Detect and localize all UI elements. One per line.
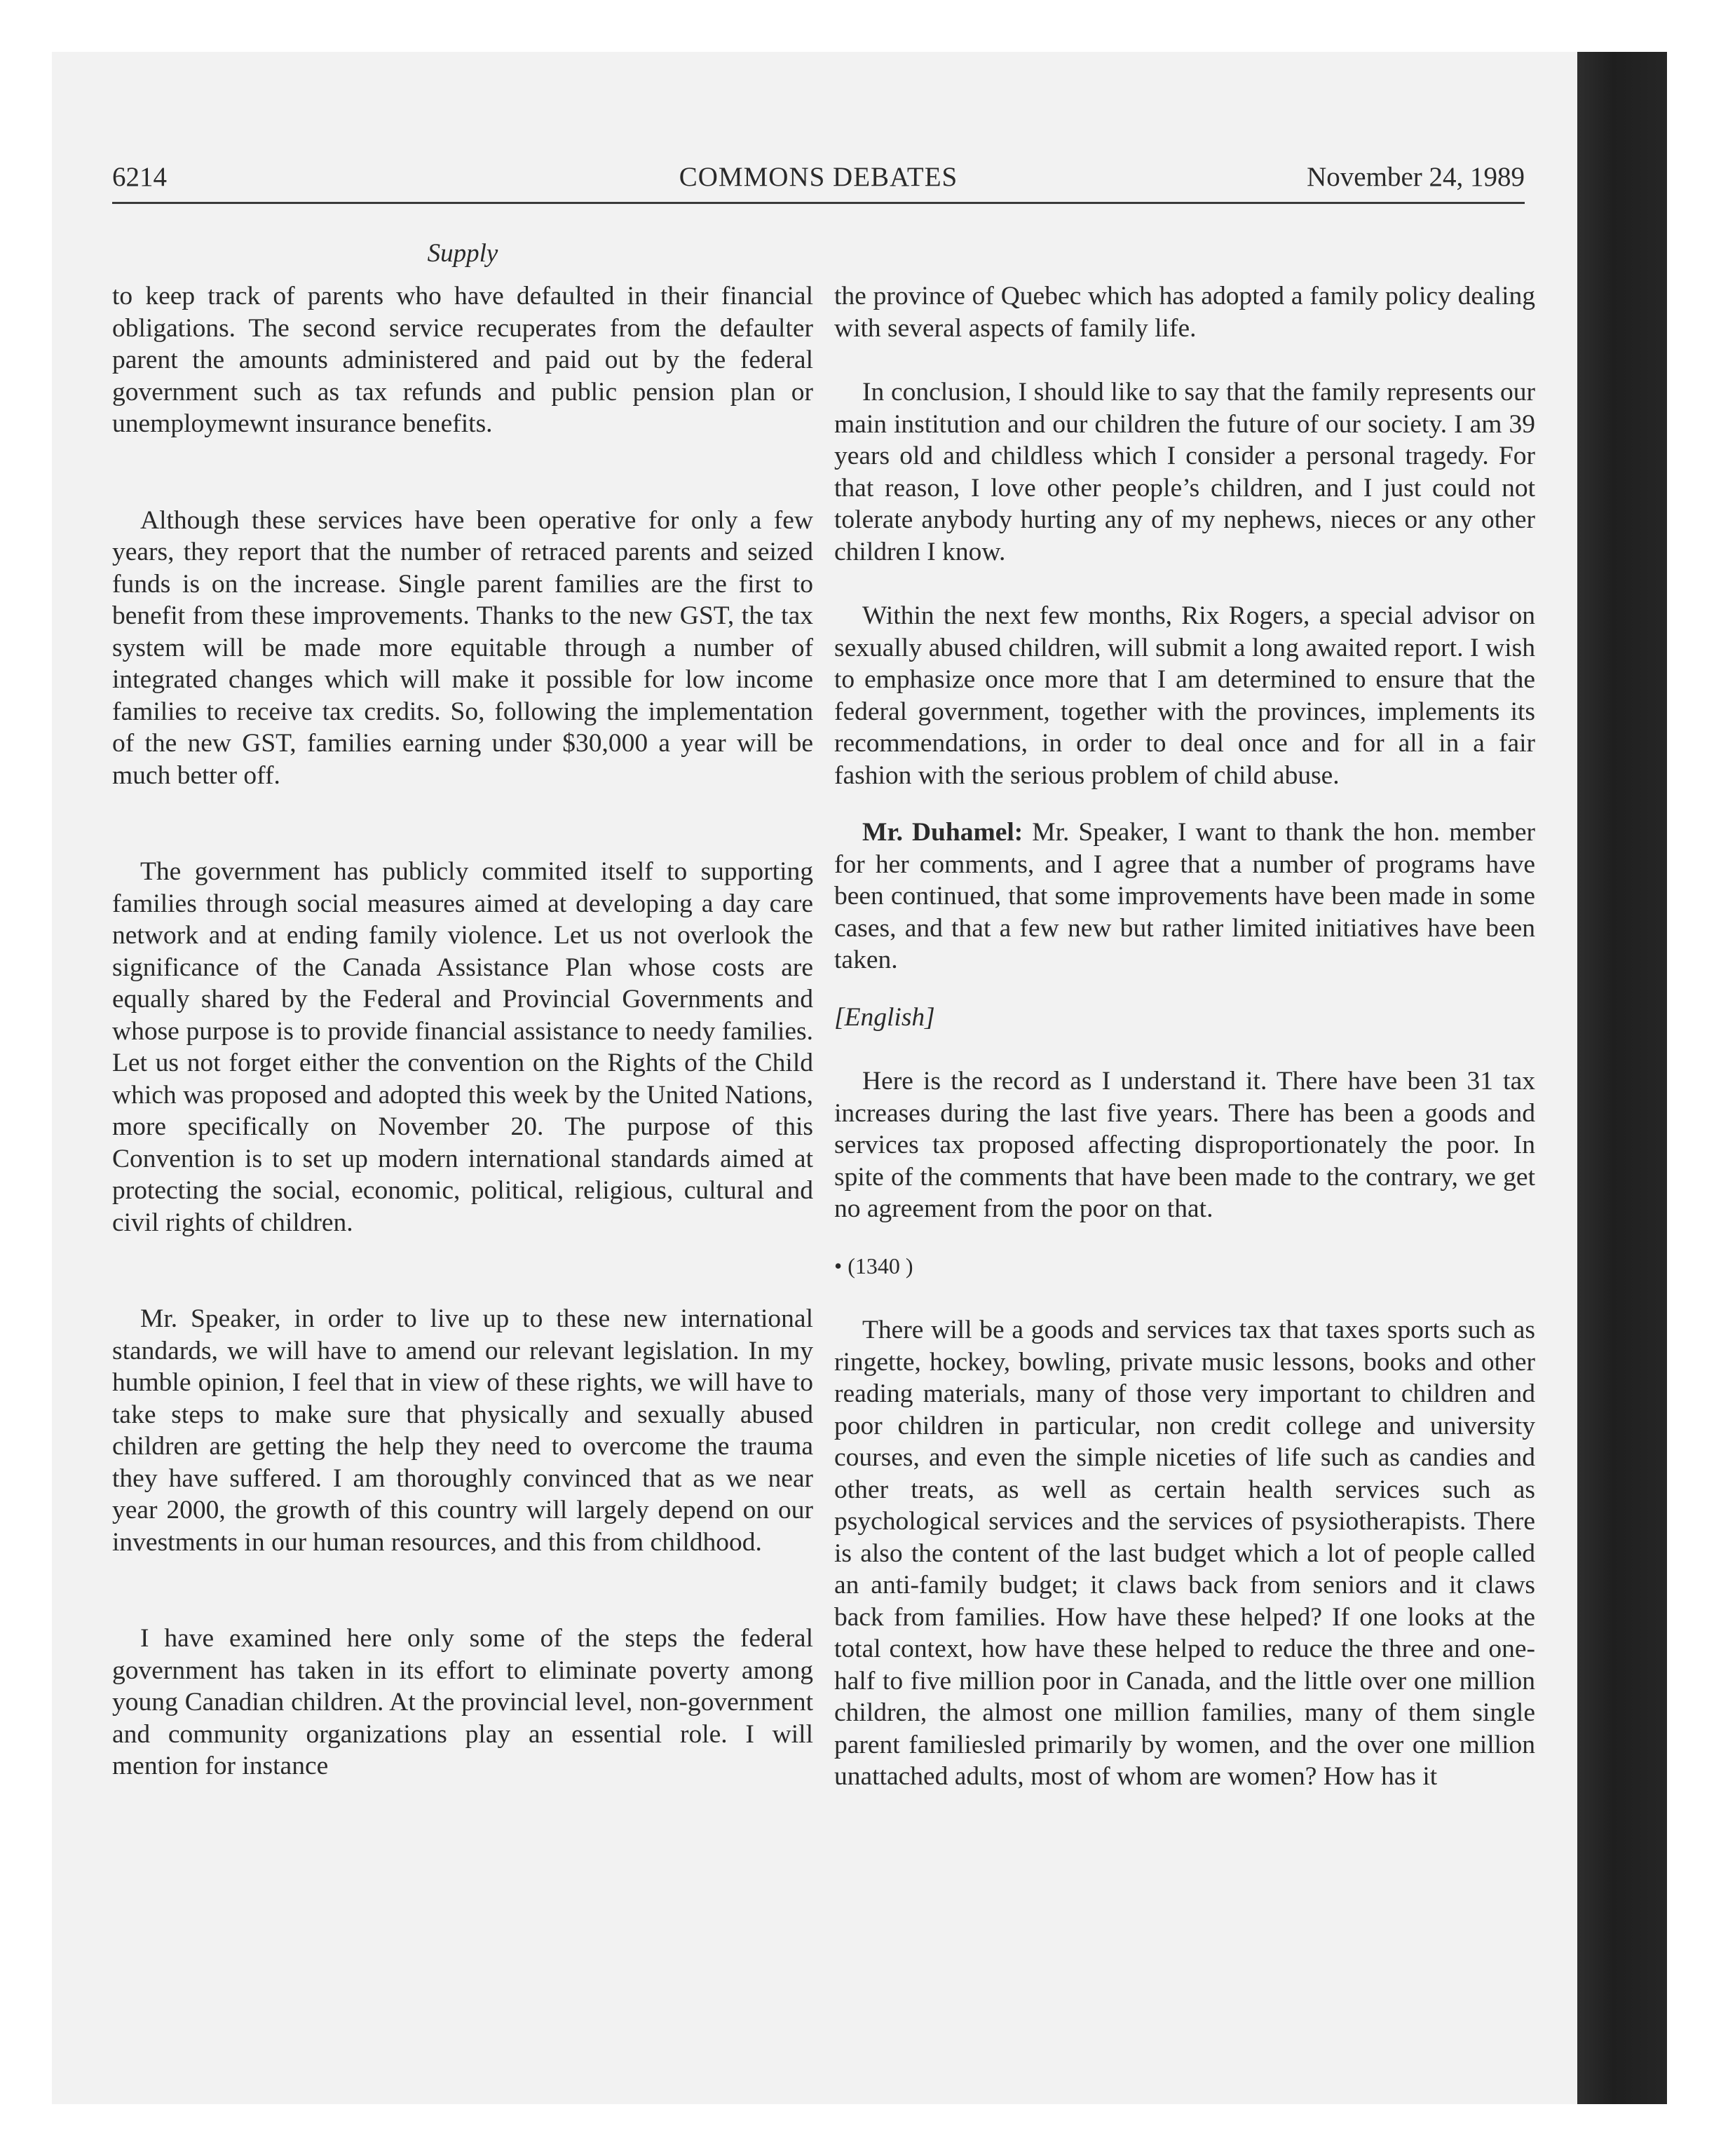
paragraph: the province of Quebec which has adopted a family policy dealing with several aspects of family life.: [834, 282, 1535, 343]
language-marker: [English]: [834, 1002, 935, 1032]
header-rule: [112, 202, 1525, 204]
paragraph: Within the next few months, Rix Rogers, a special advisor on sexually abused children, will submit a long awaited report. I wish to emphasize once more that I am determined to ensure that the federal government, together with the provinces, implements its recommendations, in order to deal once and for all in a fair fashion with the serious problem of child abuse.: [834, 601, 1535, 790]
paragraph: The government has publicly commited itself to supporting families through social measures aimed at developing a day care network and at ending family violence. Let us not overlook the significance of the Canada Assistance Plan whose costs are equally shared by the Federal and Provincial Governments and whose purpose is to provide financial assistance to needy families. Let us not forget either the convention on the Rights of the Child which was proposed and adopted this week by the United Nations, more specifically on November 20. The purpose of this Convention is to set up modern international standards aimed at protecting the social, economic, political, religious, cultural and civil rights of children.: [112, 857, 813, 1237]
paragraph: There will be a goods and services tax that taxes sports such as ringette, hockey, bowling, private music lessons, books and other reading materials, many of those very important to children and poor children in particular, non credit college and university courses, and even the simple niceties of life such as candies and other treats, as well as certain health services such as psychological services and the services of psysiotherapists. There is also the content of the last budget which a lot of people called an anti-family budget; it claws back from seniors and it claws back from families. How have these helped? If one looks at the total context, how have these helped to reduce the three and one-half to five million poor in Canada, and the little over one million children, the almost one million families, many of them single parent familiesled primarily by women, and the over one million unattached adults, most of whom are women? How has it: [834, 1316, 1535, 1791]
paragraph: Mr. Speaker, in order to live up to these new international standards, we will have to amend our relevant legislation. In my humble opinion, I feel that in view of these rights, we will have to take steps to make sure that physically and sexually abused children are getting the help they need to overcome the trauma they have suffered. I am thoroughly convinced that as we near year 2000, the growth of this country will largely depend on our investments in our human resources, and this from childhood.: [112, 1304, 813, 1557]
debate-date: November 24, 1989: [1307, 162, 1525, 192]
left-column: [112, 280, 813, 1782]
paragraph: to keep track of parents who have defaulted in their financial obligations. The second service recuperates from the defaulter parent the amounts administered and paid out by the federal government such as tax refunds and public pension plan or unemploymewnt insurance benefits.: [112, 282, 813, 438]
page-number: 6214: [112, 162, 167, 192]
speaker-paragraph: [834, 817, 1535, 976]
scan-dark-edge: [1577, 52, 1667, 2104]
speaker-name: Mr. Duhamel:: [862, 818, 1023, 847]
right-column: [834, 280, 1535, 1793]
publication-title: COMMONS DEBATES: [679, 162, 958, 192]
paragraph: In conclusion, I should like to say that the family represents our main institution and our children the future of our society. I am 39 years old and childless which I consider a personal tragedy. For that reason, I love other people’s children, and I just could not tolerate anybody hurting any of my nephews, nieces or any other children I know.: [834, 378, 1535, 566]
time-marker: • (1340 ): [834, 1253, 913, 1278]
page-header: [112, 160, 1525, 195]
speaker-text: Mr. Speaker, I want to thank the hon. member for her comments, and I agree that a number of programs have been continued, that some improvements have been made in some cases, and that a few new but rather limited initiatives have been taken.: [834, 818, 1535, 974]
paragraph: I have examined here only some of the steps the federal government has taken in its effort to eliminate poverty among young Canadian children. At the provincial level, non-government and community organizations play an essential role. I will mention for instance: [112, 1624, 813, 1780]
paragraph: Here is the record as I understand it. There have been 31 tax increases during the last five years. There has been a goods and services tax proposed affecting disproportionately the poor. In spite of the comments that have been made to the contrary, we get no agreement from the poor on that.: [834, 1067, 1535, 1223]
paragraph: Although these services have been operative for only a few years, they report that the number of retraced parents and seized funds is on the increase. Single parent families are the first to benefit from these improvements. Thanks to the new GST, the tax system will be made more equitable through a number of integrated changes which will make it possible for low income families to receive tax credits. So, following the implementation of the new GST, families earning under $30,000 a year will be much better off.: [112, 505, 813, 790]
section-title: Supply: [427, 239, 498, 268]
